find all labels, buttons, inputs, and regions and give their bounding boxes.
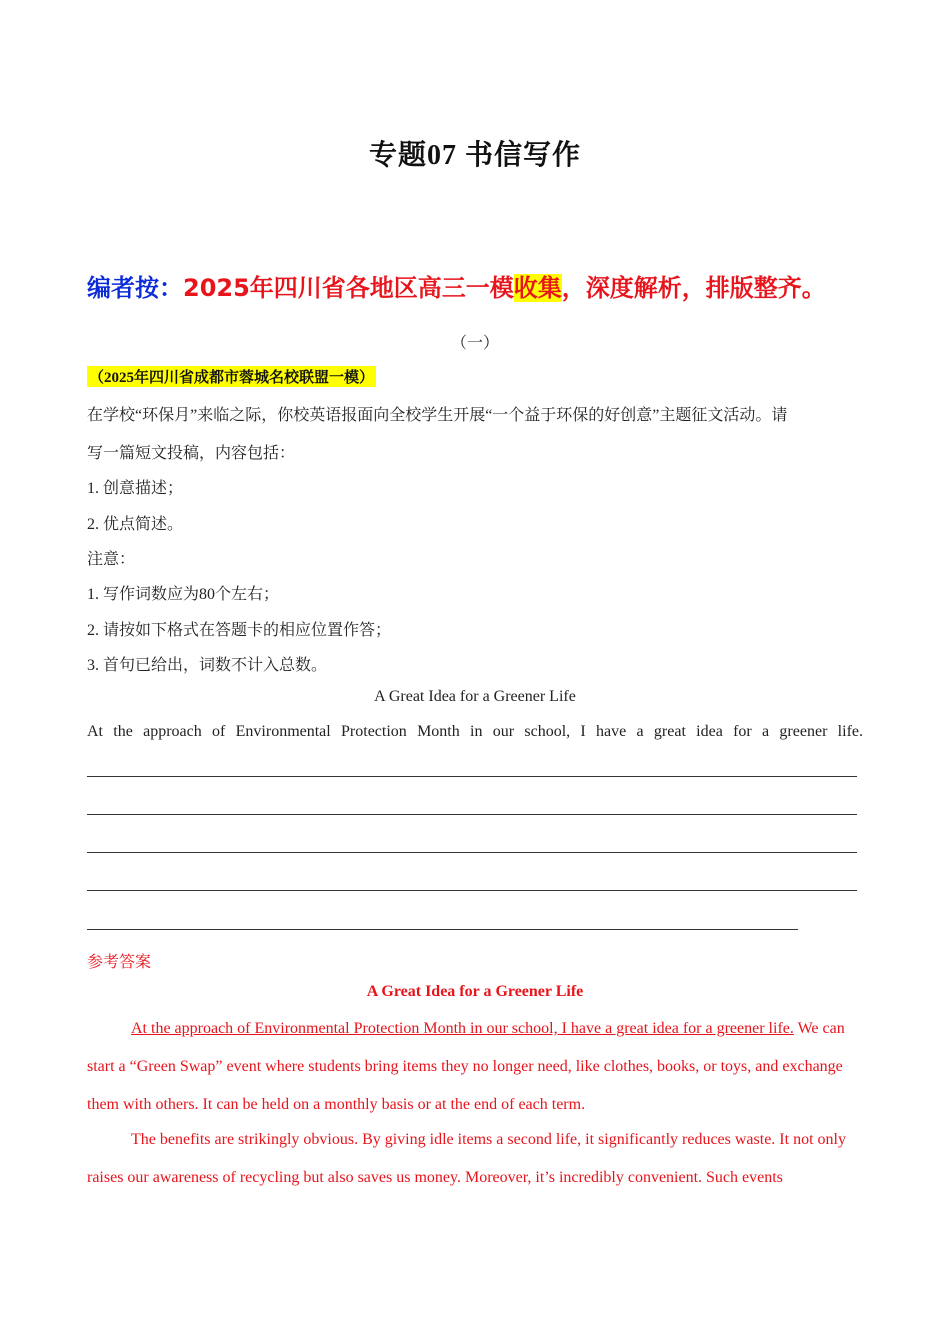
notes-label: 注意： xyxy=(87,551,136,568)
editor-note-highlight: 收集 xyxy=(513,274,562,302)
section-number: （一） xyxy=(450,335,499,352)
answer-title: A Great Idea for a Greener Life xyxy=(366,983,584,1000)
editor-note-text-b: ，深度解析，排版整齐。 xyxy=(561,274,826,302)
source-label: （2025年四川省成都市蓉城名校联盟一模） xyxy=(87,366,376,387)
note-2: 2. 请按如下格式在答题卡的相应位置作答； xyxy=(87,622,392,639)
editor-note-label: 编者按： xyxy=(87,274,183,302)
prompt-item-1: 1. 创意描述； xyxy=(87,480,184,497)
answer-label: 参考答案 xyxy=(87,954,152,971)
editor-note-text-a: 2025年四川省各地区高三一模 xyxy=(183,274,514,302)
answer-line xyxy=(87,852,857,853)
answer-paragraph-1-rest: We can start a “Green Swap” event where students bring items they no longer need, like clothes, books, or toys, and exchange them with others. It can be held on a monthly basis or at the end of each term. xyxy=(87,1020,845,1113)
answer-paragraph-1 xyxy=(87,1010,863,1124)
answer-line xyxy=(87,814,857,815)
answer-paragraph-2: The benefits are strikingly obvious. By giving idle items a second life, it significantly reduces waste. It not only raises our awareness of recycling but also saves us money. Moreover, it’s incredibly convenient. Such events xyxy=(87,1131,846,1186)
first-sentence: At the approach of Environmental Protection Month in our school, I have a great idea for a greener life. xyxy=(87,723,863,740)
essay-title: A Great Idea for a Greener Life xyxy=(374,688,576,705)
prompt-item-2: 2. 优点简述。 xyxy=(87,516,184,533)
editor-note xyxy=(87,268,826,303)
answer-first-sentence: At the approach of Environmental Protection Month in our school, I have a great idea for a greener life. xyxy=(131,1020,794,1037)
note-1: 1. 写作词数应为80个左右； xyxy=(87,586,280,603)
page-title: 专题07 书信写作 xyxy=(368,140,581,171)
answer-line xyxy=(87,776,857,777)
answer-line xyxy=(87,929,798,930)
prompt-line-2: 写一篇短文投稿，内容包括： xyxy=(87,445,296,462)
note-3: 3. 首句已给出，词数不计入总数。 xyxy=(87,657,328,674)
prompt-line-1: 在学校“环保月”来临之际，你校英语报面向全校学生开展“一个益于环保的好创意”主题征文活动。请 xyxy=(87,407,788,424)
answer-line xyxy=(87,890,857,891)
